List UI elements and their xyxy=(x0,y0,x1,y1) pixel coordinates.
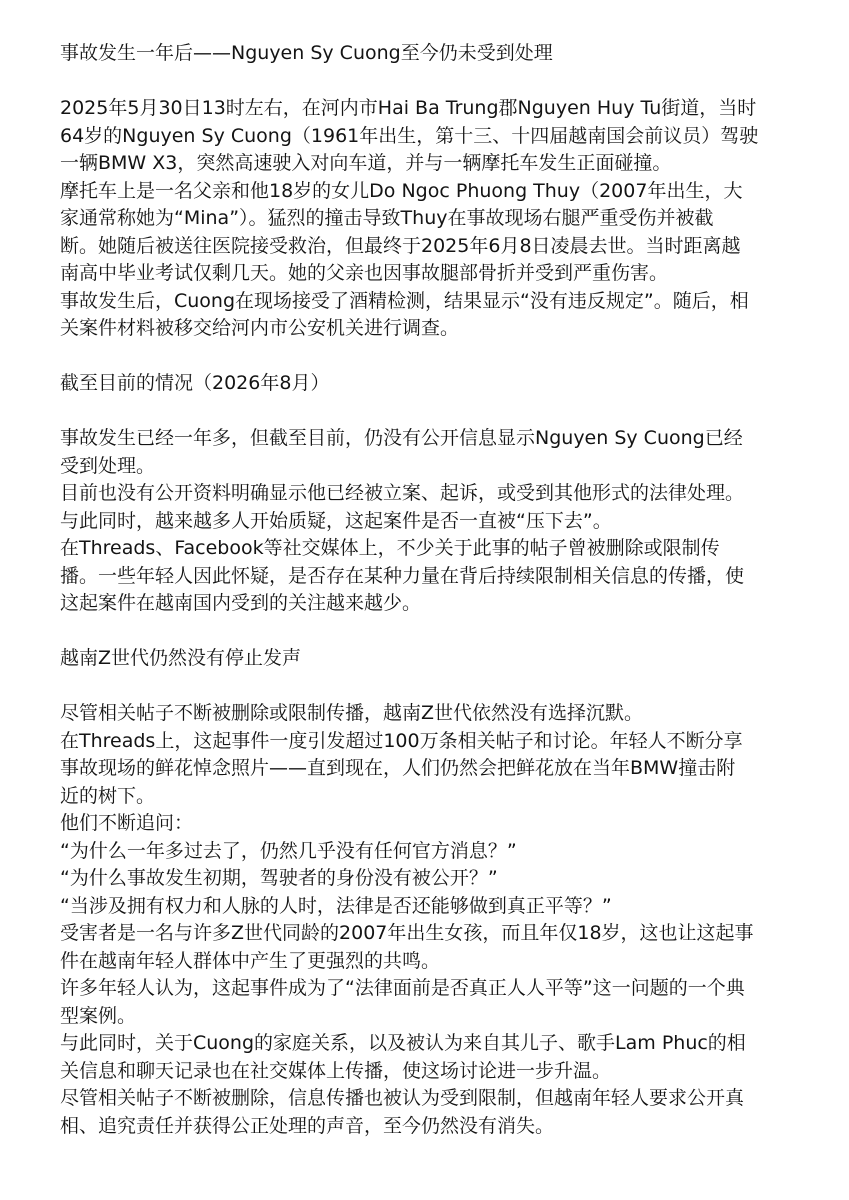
paragraph-line: 型案例。 xyxy=(60,1004,137,1027)
paragraph-line: 他们不断追问： xyxy=(60,812,194,834)
quote-line: “为什么事故发生初期，驾驶者的身份没有被公开？” xyxy=(60,867,498,889)
paragraph-line: 摩托车上是一名父亲和他18岁的女儿Do Ngoc Phuong Thuy（2007年出生，大 xyxy=(60,179,743,202)
paragraph-line: 64岁的Nguyen Sy Cuong（1961年出生，第十三、十四届越南国会前议员）驾驶 xyxy=(60,124,759,147)
paragraph-line: 断。她随后被送往医院接受救治，但最终于2025年6月8日凌晨去世。当时距离越 xyxy=(60,234,741,257)
paragraph-line: 受到处理。 xyxy=(60,454,156,477)
paragraph-line: 南高中毕业考试仅剩几天。她的父亲也因事故腿部骨折并受到严重伤害。 xyxy=(60,262,669,284)
paragraph-line: 关信息和聊天记录也在社交媒体上传播，使这场讨论进一步升温。 xyxy=(60,1059,612,1082)
paragraph-line: 件在越南年轻人群体中产生了更强烈的共鸣。 xyxy=(60,949,441,972)
paragraph-line: 目前也没有公开资料明确显示他已经被立案、起诉，或受到其他形式的法律处理。 xyxy=(60,482,745,504)
section-gen-z xyxy=(60,700,790,1140)
paragraph-line: 与此同时，越来越多人开始质疑，这起案件是否一直被“压下去”。 xyxy=(60,509,612,532)
paragraph-line: 受害者是一名与许多Z世代同龄的2007年出生女孩，而且年仅18岁，这也让这起事 xyxy=(60,922,754,944)
document-body xyxy=(60,40,790,1140)
paragraph-line: 在Threads上，这起事件一度引发超过100万条相关帖子和讨论。年轻人不断分享 xyxy=(60,729,743,752)
paragraph-line: 尽管相关帖子不断被删除或限制传播，越南Z世代依然没有选择沉默。 xyxy=(60,702,644,724)
spacer xyxy=(60,68,790,96)
section-accident-details xyxy=(60,95,790,343)
quote-line: “当涉及拥有权力和人脉的人时，法律是否还能够做到真正平等？” xyxy=(60,894,612,917)
spacer xyxy=(60,398,790,426)
paragraph-line: 一辆BMW X3，突然高速驶入对向车道，并与一辆摩托车发生正面碰撞。 xyxy=(60,152,672,174)
paragraph-line: 事故现场的鲜花悼念照片——直到现在，人们仍然会把鲜花放在当年BMW撞击附 xyxy=(60,757,736,779)
quote-line: “为什么一年多过去了，仍然几乎没有任何官方消息？” xyxy=(60,839,517,862)
paragraph-line: 尽管相关帖子不断被删除，信息传播也被认为受到限制，但越南年轻人要求公开真 xyxy=(60,1087,745,1109)
paragraph-line: 在Threads、Facebook等社交媒体上，不少关于此事的帖子曾被删除或限制传 xyxy=(60,537,720,559)
paragraph-line: 关案件材料被移交给河内市公安机关进行调查。 xyxy=(60,317,460,339)
paragraph-line: 事故发生后，Cuong在现场接受了酒精检测，结果显示“没有违反规定”。随后，相 xyxy=(60,289,749,312)
spacer xyxy=(60,618,790,646)
paragraph-line: 播。一些年轻人因此怀疑，是否存在某种力量在背后持续限制相关信息的传播，使 xyxy=(60,564,745,587)
spacer xyxy=(60,343,790,371)
paragraph-line: 许多年轻人认为，这起事件成为了“法律面前是否真正人人平等”这一问题的一个典 xyxy=(60,977,745,999)
paragraph-line: 近的树下。 xyxy=(60,784,156,807)
paragraph-line: 这起案件在越南国内受到的关注越来越少。 xyxy=(60,592,422,614)
paragraph-line: 事故发生已经一年多，但截至目前，仍没有公开信息显示Nguyen Sy Cuong已经 xyxy=(60,427,743,449)
section-current-status xyxy=(60,425,790,618)
section-heading-gen-z: 越南Z世代仍然没有停止发声 xyxy=(60,647,302,669)
paragraph-line: 相、追究责任并获得公正处理的声音，至今仍然没有消失。 xyxy=(60,1114,555,1137)
paragraph-line: 家通常称她为“Mina”）。猛烈的撞击导致Thuy在事故现场右腿严重受伤并被截 xyxy=(60,207,714,229)
document-title: 事故发生一年后——Nguyen Sy Cuong至今仍未受到处理 xyxy=(60,42,553,64)
section-heading-current-status: 截至目前的情况（2026年8月） xyxy=(60,372,330,394)
spacer xyxy=(60,673,790,701)
paragraph-line: 2025年5月30日13时左右，在河内市Hai Ba Trung郡Nguyen Huy Tu街道，当时 xyxy=(60,97,757,119)
paragraph-line: 与此同时，关于Cuong的家庭关系，以及被认为来自其儿子、歌手Lam Phuc的相 xyxy=(60,1032,746,1054)
